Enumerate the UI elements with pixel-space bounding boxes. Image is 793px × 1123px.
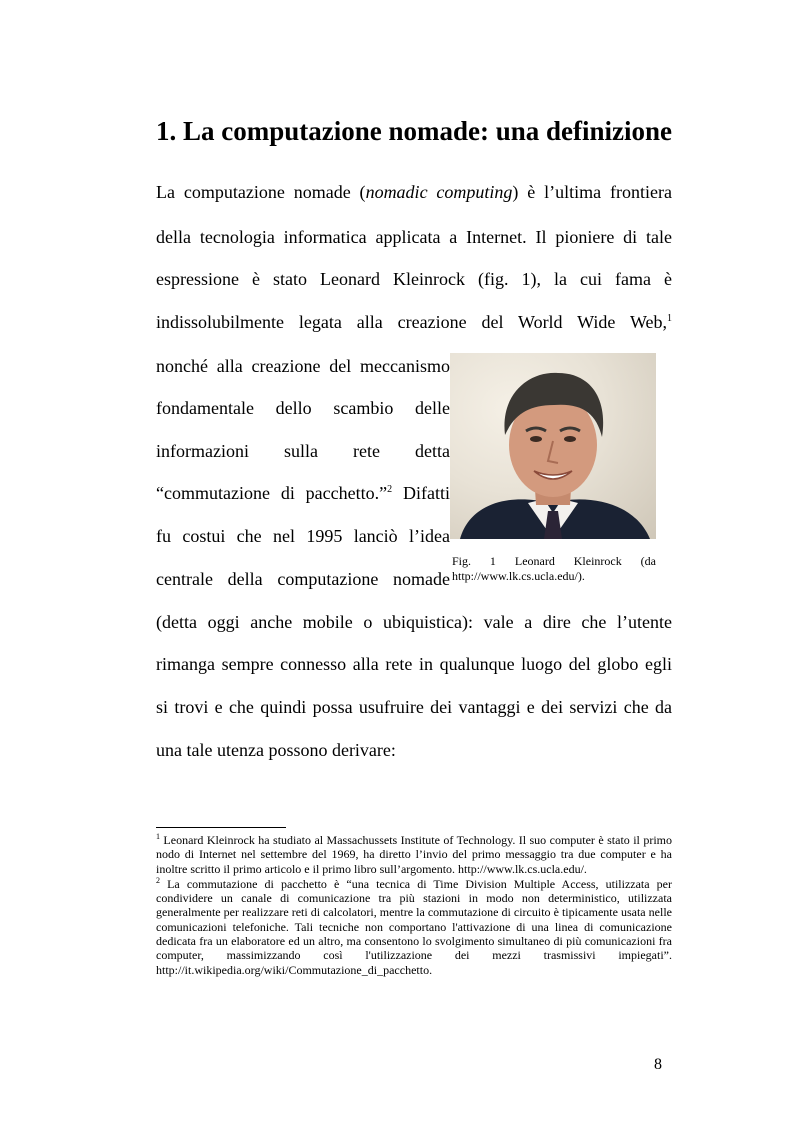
body-line: una tale utenza possono derivare: — [156, 740, 396, 760]
body-line: rimanga sempre connesso alla rete in qualunque luogo del globo egli — [156, 654, 672, 674]
emphasis-term: nomadic computing — [365, 182, 513, 202]
body-line: della tecnologia informatica applicata a Internet. Il pioniere di tale — [156, 227, 672, 247]
portrait-illustration — [450, 353, 656, 539]
body-line: fondamentale dello scambio delle — [156, 398, 450, 418]
kleinrock-portrait-photo — [450, 353, 656, 539]
body-line: centrale della computazione nomade — [156, 569, 450, 589]
footnote-ref-1[interactable]: 1 — [667, 313, 672, 324]
body-line: espressione è stato Leonard Kleinrock (fig. 1), la cui fama è — [156, 269, 672, 289]
body-line: indissolubilmente legata alla creazione del World Wide Web,$^1$ — [156, 312, 672, 332]
body-line: si trovi e che quindi possa usufruire dei vantaggi e dei servizi che da — [156, 697, 672, 717]
page-heading: 1. La computazione nomade: una definizione — [156, 116, 673, 146]
footnote-2: $^2$ La commutazione di pacchetto è “una tecnica di Time Division Multiple Access, utilizzata per condividere un canale di comunicazione tra più stazioni in modo non deterministico, utilizzata generalmente per realizzare reti di calcolatori, mentre la commutazione di circuito è tipicamente usata nelle comunicazioni telefoniche. Tali tecniche non comportano l'attivazione di una linea di comunicazione dedicata fra un elaboratore ed un altro, ma consentono lo svolgimento simultaneo di più comunicazioni fra computer, massimizzando così l'utilizzazione dei mezzi trasmissivi impiegati”. http://it.wikipedia.org/wiki/Commutazione_di_pacchetto. — [156, 875, 672, 977]
body-line: La computazione nomade (nomadic computing) è l’ultima frontiera — [156, 182, 672, 202]
footnotes — [156, 833, 672, 978]
body-line: nonché alla creazione del meccanismo — [156, 356, 450, 376]
body-line: informazioni sulla rete detta — [156, 441, 450, 461]
body-line: fu costui che nel 1995 lanciò l’idea — [156, 526, 450, 546]
body-line: “commutazione di pacchetto.”$^2$ Difatti — [156, 483, 450, 503]
page-number: 8 — [654, 1056, 662, 1073]
figure-caption: Fig. 1 Leonard Kleinrock (da http://www.lk.cs.ucla.edu/). — [452, 554, 656, 583]
footnote-1: $^1$ Leonard Kleinrock ha studiato al Massachussets Institute of Technology. Il suo computer è stato il primo nodo di Internet nel settembre del 1969, ha diretto l’invio del primo messaggio tra due computer e ha inoltre scritto il primo articolo e il primo libro sull’argomento. http://www.lk.cs.ucla.edu/. — [156, 832, 672, 876]
body-line: (detta oggi anche mobile o ubiquistica): vale a dire che l’utente — [156, 612, 672, 632]
footnote-separator — [156, 827, 286, 828]
footnote-ref-2[interactable]: 2 — [387, 484, 393, 495]
